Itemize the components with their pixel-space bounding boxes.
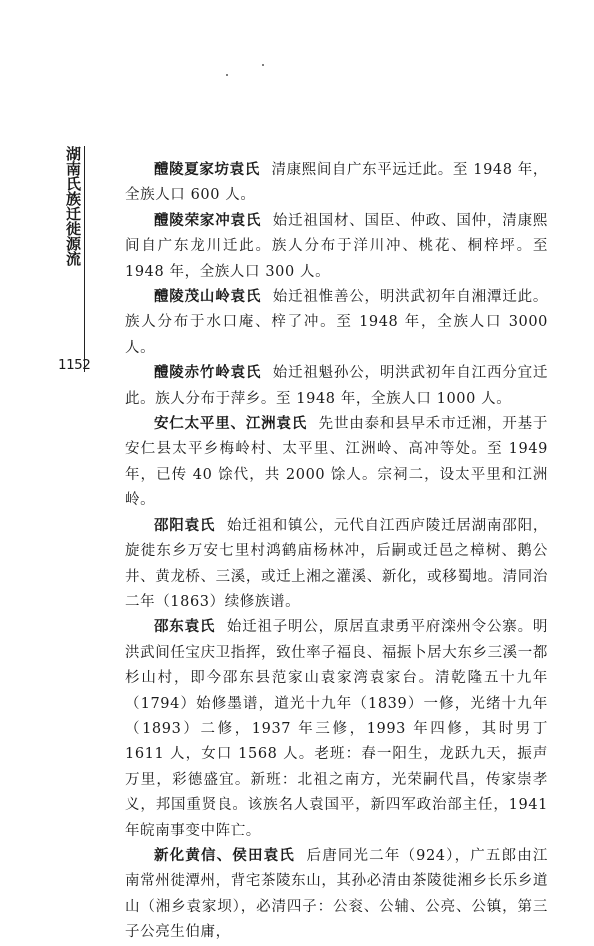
side-divider-line xyxy=(84,146,85,372)
clan-name: 醴陵夏家坊袁氏 xyxy=(154,162,260,178)
clan-entry xyxy=(125,412,548,514)
clan-entry xyxy=(125,844,548,946)
clan-entry xyxy=(125,209,548,285)
clan-entry xyxy=(125,361,548,412)
clan-name: 醴陵荣家冲袁氏 xyxy=(154,212,262,229)
clan-description: 始迁祖国材、国臣、仲政、国仲，清康熙间自广东龙川迁此。族人分布于洋川冲、桃花、桐梓坪。至 1948 年，全族人口 300 人。 xyxy=(125,212,548,280)
clan-description: 始迁祖和镇公，元代自江西庐陵迁居湖南邵阳，旋徙东乡万安七里村鸿鹤庙杨林冲，后嗣或迁邑之樟树、鹅公井、黄龙桥、三溪，或迁上湘之灌溪、新化，或移蜀地。清同治二年（1863）续修族谱。 xyxy=(125,517,548,610)
clan-entry xyxy=(125,158,548,209)
clan-name: 安仁太平里、江洲袁氏 xyxy=(154,416,308,433)
clan-name: 邵东袁氏 xyxy=(154,619,216,636)
clan-name: 醴陵赤竹岭袁氏 xyxy=(154,365,262,382)
decorative-dots xyxy=(226,62,286,82)
clan-description: 始迁祖子明公，原居直隶勇平府滦州令公寨。明洪武间任宝庆卫指挥，致仕率子福良、福振卜居大东乡三溪一都杉山村，即今邵东县范家山袁家湾袁家台。清乾隆五十九年（1794）始修墨谱，道光十九年（1839）一修，光绪十九年（1893）二修，1937 年三修，1993 年四修，其时男丁 1611 人，女口 1568 人。老班：春一阳生，龙跃九天，振声万里，彩德盛宜。新班：北祖之南方，光荣嗣代昌，传家崇孝义，邦国重贤良。该族名人袁国平，新四军政治部主任，1941 年皖南事变中阵亡。 xyxy=(125,619,548,839)
page-number: 1152 xyxy=(58,357,91,373)
main-text xyxy=(125,158,548,946)
clan-description: 清康熙间自广东平远迁此。至 1948 年，全族人口 600 人。 xyxy=(125,162,549,204)
clan-entry xyxy=(125,285,548,361)
clan-description: 后唐同光二年（924），广五郎由江南常州徙潭州，背宅茶陵东山，其孙必清由茶陵徙湘乡长乐乡道山（湘乡袁家坝），必清四子：公衮、公辅、公亮、公镇，第三子公亮生伯庸， xyxy=(125,847,548,941)
decorative-dot xyxy=(226,74,228,76)
clan-description: 始迁祖魁孙公，明洪武初年自江西分宜迁此。族人分布于萍乡。至 1948 年，全族人口 1000 人。 xyxy=(125,365,548,407)
clan-entry xyxy=(125,615,548,844)
clan-name: 新化黄信、侯田袁氏 xyxy=(154,847,295,864)
book-title-vertical: 湖南氏族迁徙源流 xyxy=(64,146,82,266)
clan-name: 邵阳袁氏 xyxy=(154,517,216,534)
clan-name: 醴陵茂山岭袁氏 xyxy=(154,289,262,306)
decorative-dot xyxy=(262,64,264,66)
clan-entry xyxy=(125,514,548,616)
clan-description: 始迁祖惟善公，明洪武初年自湘潭迁此。族人分布于水口庵、梓了冲。至 1948 年，全族人口 3000 人。 xyxy=(125,289,548,356)
clan-description: 先世由泰和县早禾市迁湘，开基于安仁县太平乡梅岭村、太平里、江洲岭、高冲等处。至 1949 年，已传 40 馀代，共 2000 馀人。宗祠二，设太平里和江洲岭。 xyxy=(125,416,549,509)
